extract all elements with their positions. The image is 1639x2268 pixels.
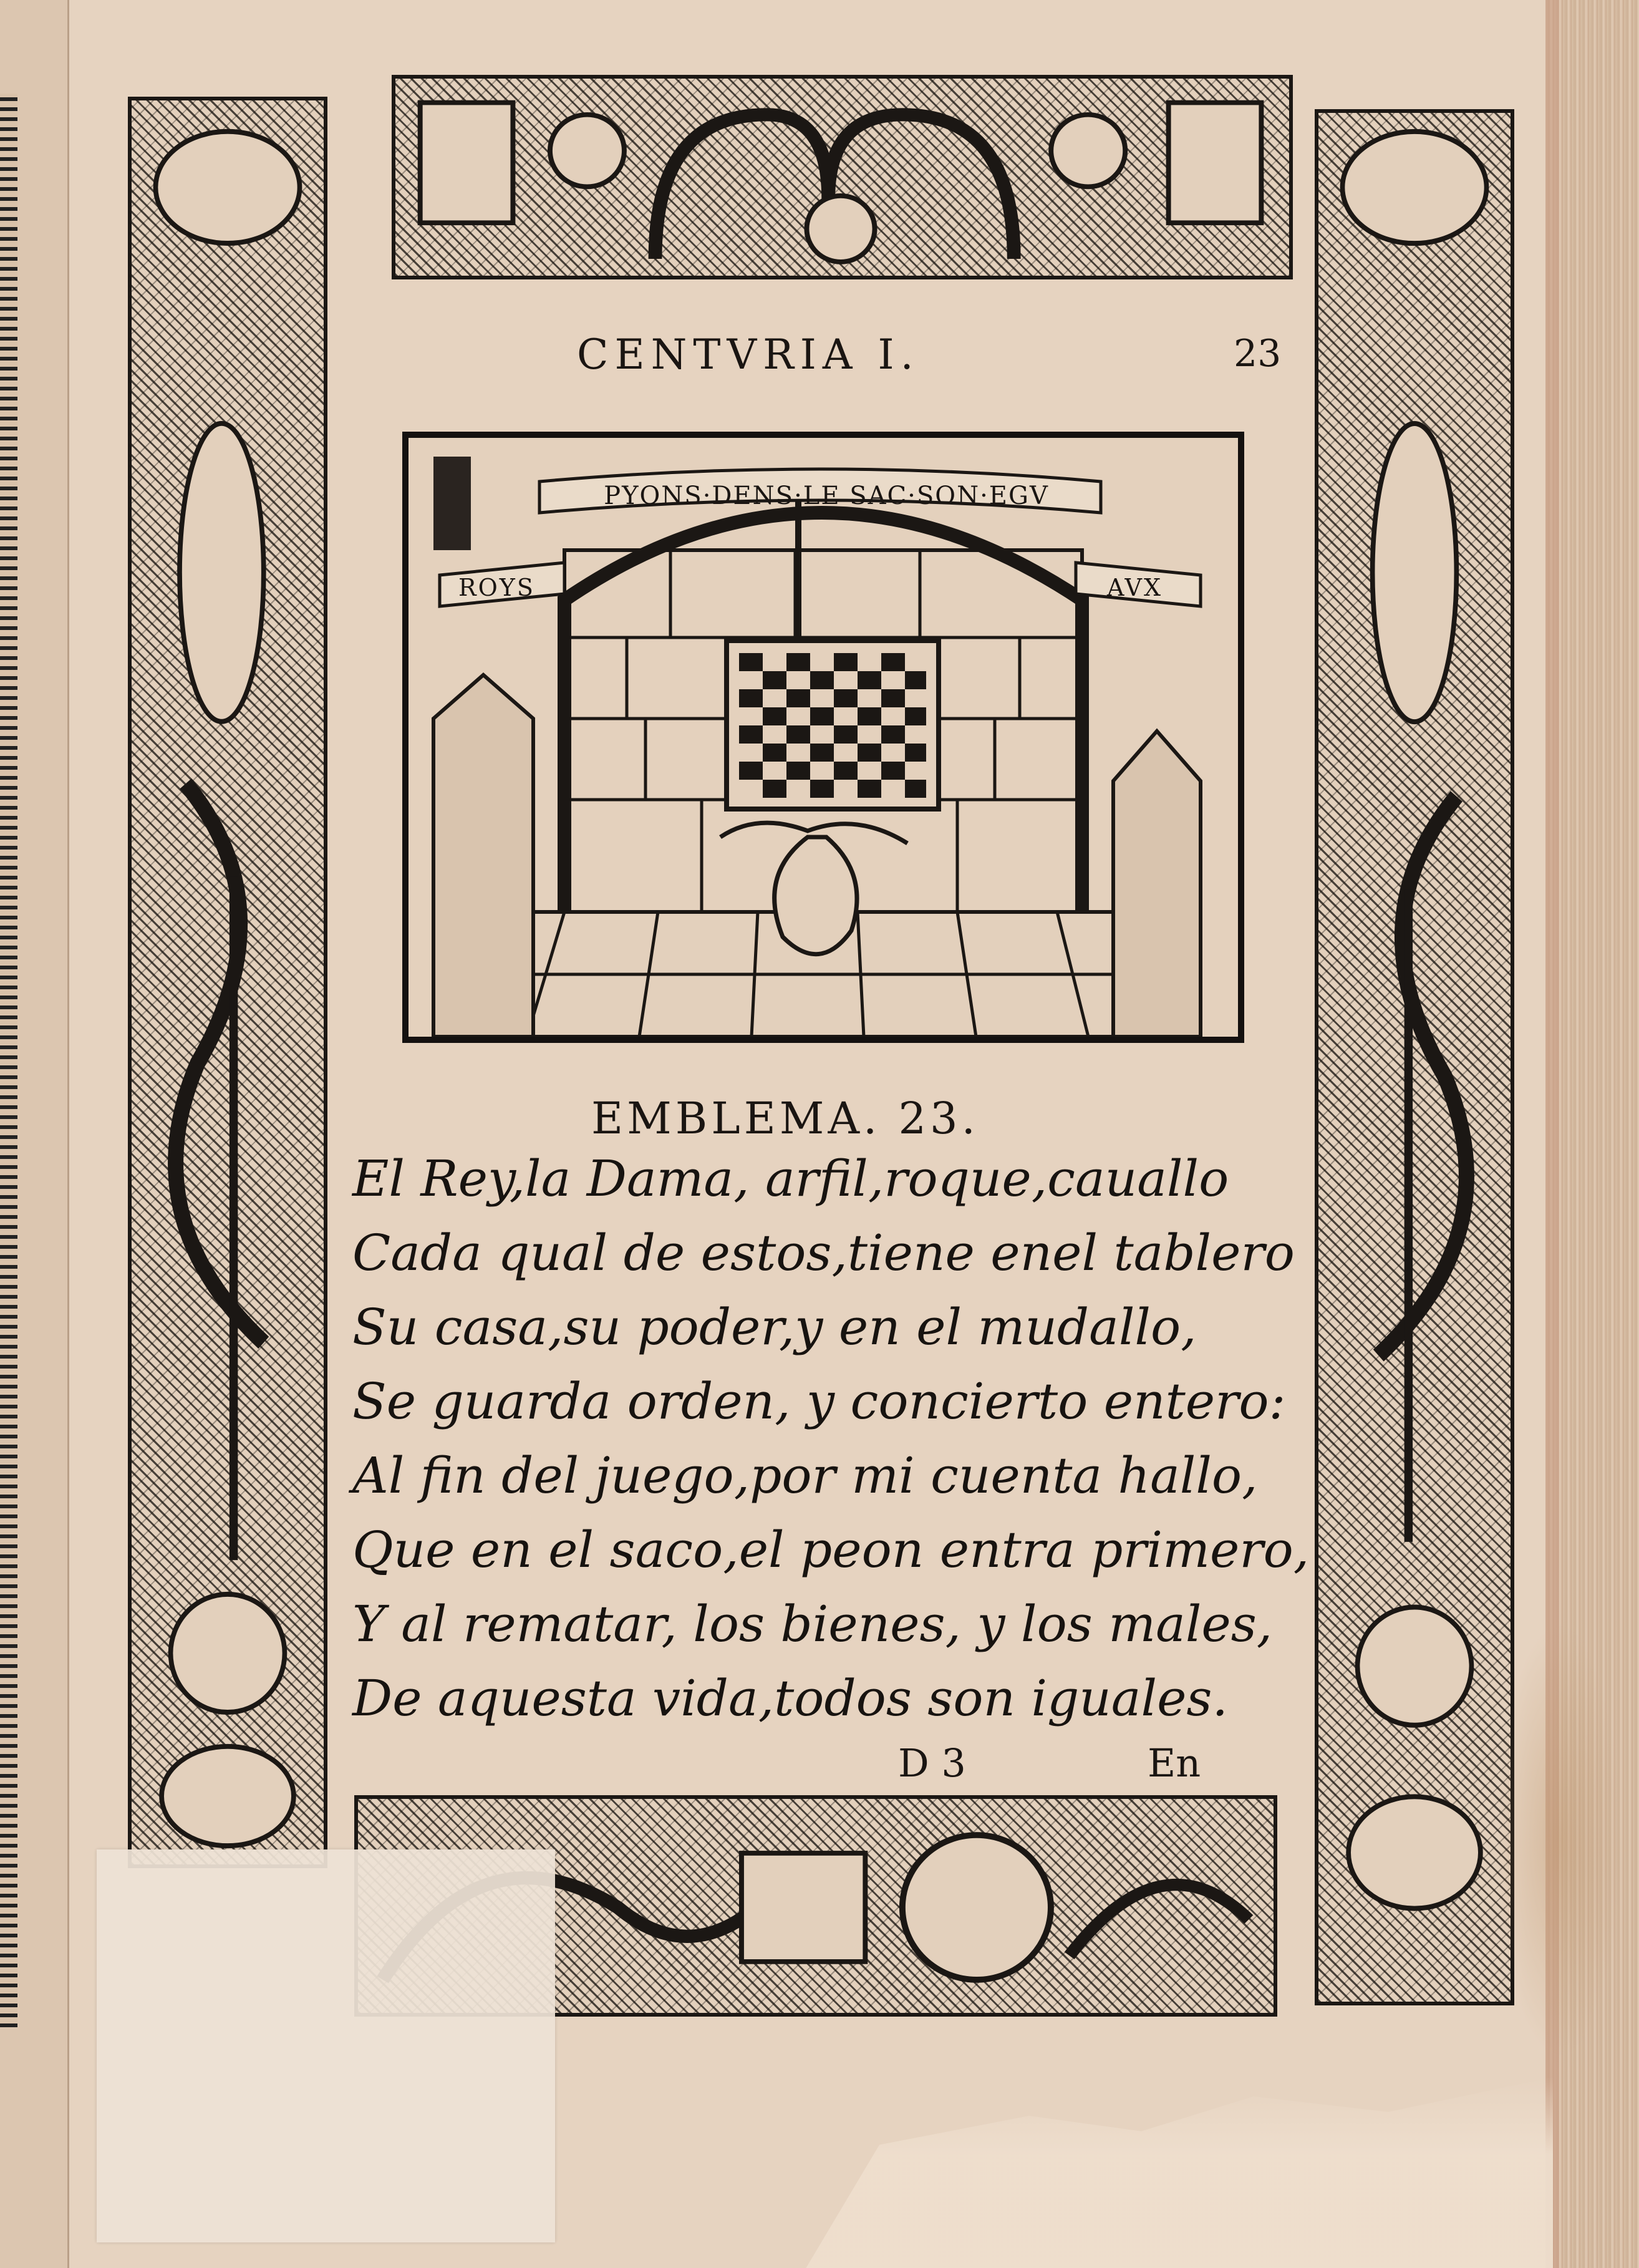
chessboard-bag-illustration xyxy=(409,438,1238,1037)
verse-line: Cada qual de estos,tiene enel tablero xyxy=(352,1224,1295,1282)
running-head: CENTVRIA I. xyxy=(577,331,920,379)
emblem-title: EMBLEMA. 23. xyxy=(591,1093,979,1144)
motto-left: ROYS xyxy=(458,574,535,601)
paper-repair-patch xyxy=(97,1849,555,2242)
water-stain xyxy=(1497,1622,1622,2058)
previous-page-edge xyxy=(0,0,69,2268)
right-ornament-border xyxy=(1315,109,1514,2005)
verse-line: De aquesta vida,todos son iguales. xyxy=(352,1669,1228,1727)
verse-line: Que en el saco,el peon entra primero, xyxy=(352,1521,1310,1579)
previous-page-border xyxy=(0,94,17,2027)
motto-right: AVX xyxy=(1107,574,1163,601)
verse-line: Y al rematar, los bienes, y los males, xyxy=(352,1595,1273,1653)
signature-mark: D 3 xyxy=(898,1740,966,1786)
verse-line: Su casa,su poder,y en el mudallo, xyxy=(352,1298,1197,1356)
left-ornament-border xyxy=(128,97,327,1868)
verse xyxy=(352,1141,1310,1735)
torn-paper-area xyxy=(805,2077,1553,2268)
top-ornament-band xyxy=(392,75,1293,279)
emblem-woodcut xyxy=(402,432,1244,1043)
verse-line: El Rey,la Dama, arfil,roque,cauallo xyxy=(352,1150,1229,1208)
motto-banner: PYONS·DENS·LE SAC·SON·EGV xyxy=(604,482,1049,510)
verse-line: Se guarda orden, y concierto entero: xyxy=(352,1372,1286,1430)
catchword: En xyxy=(1148,1740,1201,1786)
verse-line: Al fin del juego,por mi cuenta hallo, xyxy=(352,1447,1258,1505)
page-number: 23 xyxy=(1234,332,1282,376)
